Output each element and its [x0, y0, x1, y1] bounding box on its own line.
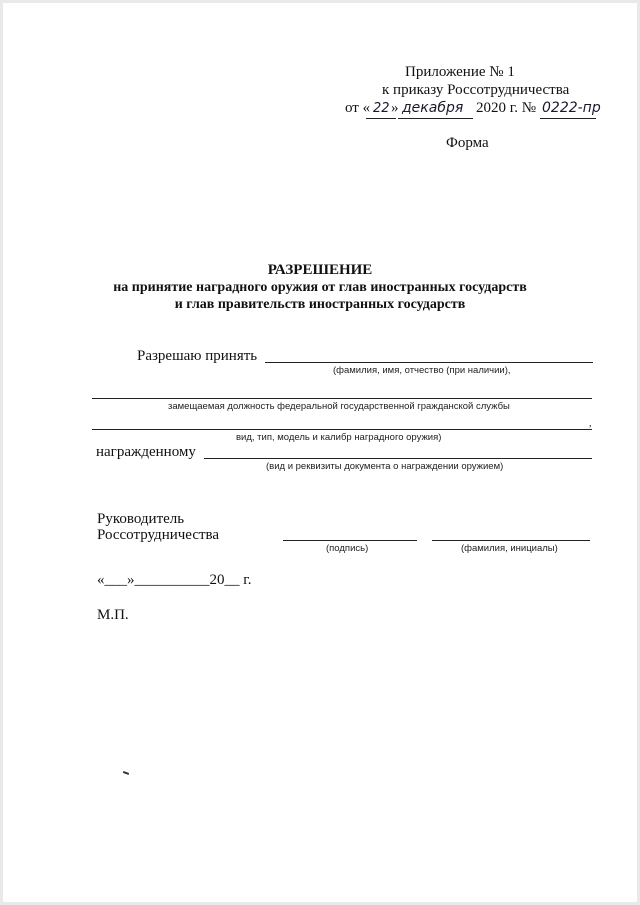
document-title: РАЗРЕШЕНИЕ	[267, 262, 373, 278]
stamp-label: М.П.	[97, 607, 129, 623]
title-line-1: на принятие наградного оружия от глав иностранных государств	[113, 280, 527, 295]
handwritten-day: 22	[373, 101, 390, 116]
document-fill-line[interactable]	[204, 458, 592, 459]
appendix-label: Приложение № 1	[405, 64, 515, 80]
document-caption: (вид и реквизиты документа о награждении оружием)	[266, 461, 504, 472]
permit-label: Разрешаю принять	[137, 348, 258, 364]
awarded-label: награжденному	[96, 444, 196, 460]
year-and-number-label: 2020 г. №	[476, 100, 537, 116]
head-title-line-1: Руководитель	[97, 511, 185, 527]
number-underline	[540, 118, 596, 119]
day-underline	[366, 118, 396, 119]
scan-edge-left	[0, 0, 3, 905]
signature-fill-line[interactable]	[283, 540, 417, 541]
name-caption: (фамилия, имя, отчество (при наличии),	[333, 365, 511, 376]
position-fill-line[interactable]	[92, 398, 592, 399]
position-caption: замещаемая должность федеральной государственной гражданской службы	[168, 401, 510, 412]
order-reference: к приказу Россотрудничества	[382, 82, 570, 98]
name-fill-line[interactable]	[265, 362, 593, 363]
date-fill-line[interactable]: «___»__________20__ г.	[97, 572, 252, 588]
date-prefix: от «	[345, 100, 371, 116]
weapon-fill-line[interactable]	[92, 429, 592, 430]
scan-speck	[123, 771, 129, 775]
initials-fill-line[interactable]	[432, 540, 590, 541]
form-label: Форма	[446, 135, 489, 151]
comma-mark: ,	[589, 418, 592, 429]
title-line-2: и глав правительств иностранных государств	[174, 297, 466, 312]
date-mid: »	[391, 100, 399, 116]
month-underline	[398, 118, 473, 119]
initials-caption: (фамилия, инициалы)	[461, 543, 558, 554]
head-title-line-2: Россотрудничества	[97, 527, 220, 543]
signature-caption: (подпись)	[326, 543, 369, 554]
scan-edge-top	[0, 0, 640, 3]
weapon-caption: вид, тип, модель и калибр наградного оружия)	[236, 432, 442, 443]
handwritten-order-number: 0222-пр	[542, 100, 601, 116]
handwritten-month: декабря	[402, 100, 464, 116]
